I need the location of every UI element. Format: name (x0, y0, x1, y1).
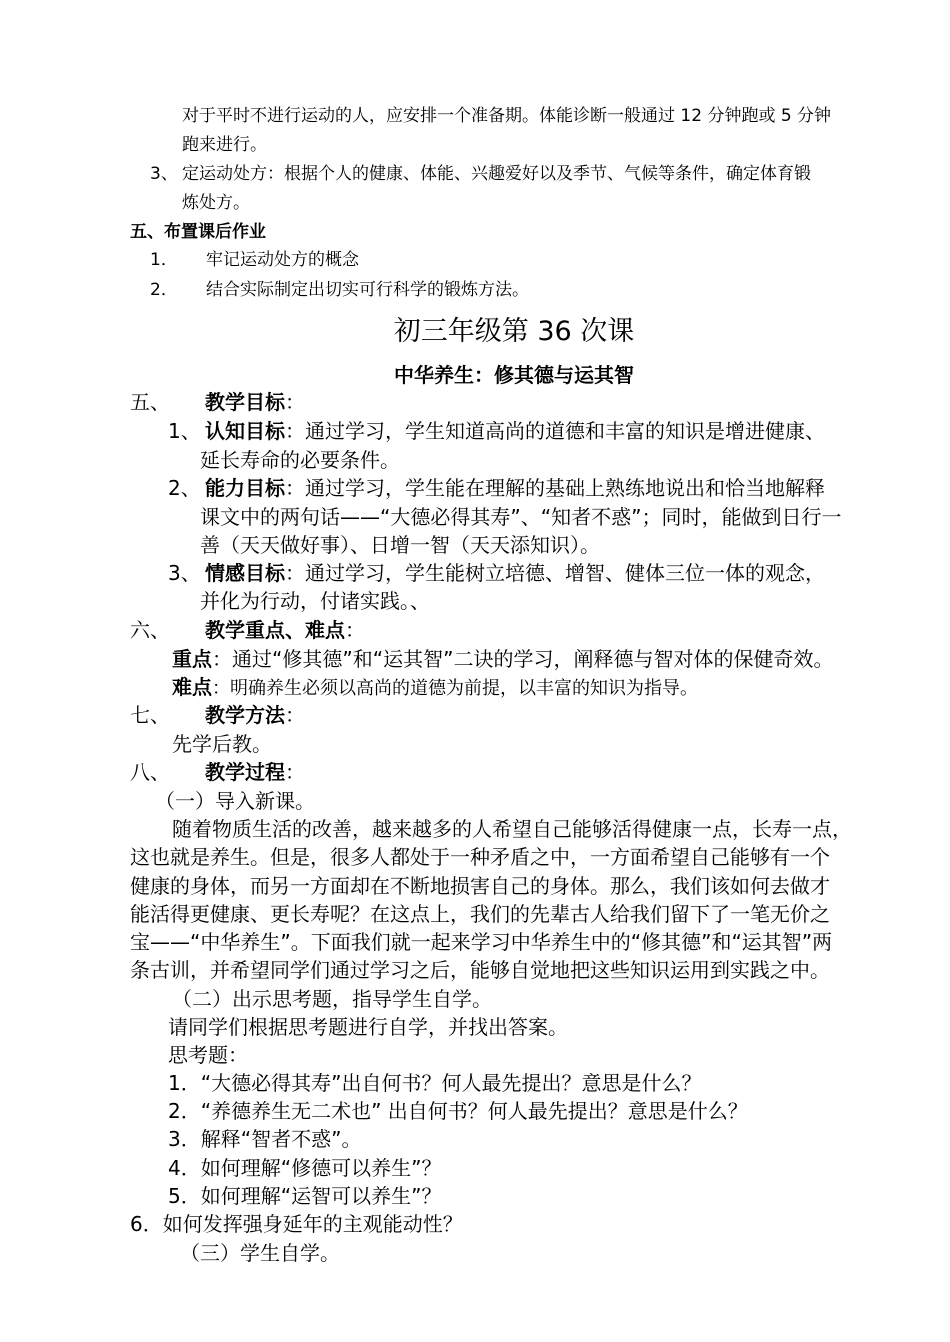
text-line: 定运动处方：根据个人的健康、体能、兴趣爱好以及季节、气候等条件，确定体育锻 (182, 164, 811, 184)
question-item: 6．如何发挥强身延年的主观能动性？ (130, 1212, 463, 1236)
section-heading: 教学目标： (205, 390, 305, 414)
question-item: 4．如何理解“修德可以养生”？ (168, 1156, 442, 1180)
question-item: 3．解释“智者不惑”。 (168, 1127, 362, 1151)
text-line: 先学后教。 (172, 732, 272, 756)
page-subtitle: 中华养生：修其德与运其智 (394, 363, 634, 387)
list-number: 3、 (168, 561, 201, 585)
question-item: 5．如何理解“运智可以养生”？ (168, 1184, 442, 1208)
step-heading: （二）出示思考题，指导学生自学。 (172, 987, 492, 1011)
goal-item: 认知目标：通过学习，学生知道高尚的道德和丰富的知识是增进健康、 (205, 419, 825, 443)
section-heading: 教学过程： (205, 760, 305, 784)
text-line: 善（天天做好事）、日增一智（天天添知识）。 (200, 533, 600, 557)
list-number: 1． (150, 250, 178, 270)
question-item: 2．“养德养生无二术也” 出自何书？何人最先提出？意思是什么？ (168, 1099, 748, 1123)
paragraph-line: 这也就是养生。但是，很多人都处于一种矛盾之中，一方面希望自己能够有一个 (130, 845, 830, 869)
section-number: 五、 (130, 390, 170, 414)
section-number: 六、 (130, 618, 170, 642)
text-line: 并化为行动，付诸实践。、 (200, 589, 430, 613)
list-item: 牢记运动处方的概念 (206, 250, 359, 270)
text-line: 请同学们根据思考题进行自学，并找出答案。 (168, 1015, 568, 1039)
list-item: 结合实际制定出切实可行科学的锻炼方法。 (206, 280, 529, 300)
step-heading: （三）学生自学。 (180, 1241, 340, 1265)
text-line: 思考题： (168, 1043, 248, 1067)
paragraph-line: 健康的身体，而另一方面却在不断地损害自己的身体。那么，我们该如何去做才 (130, 874, 830, 898)
text-line: 跑来进行。 (182, 135, 267, 155)
paragraph-line: 条古训，并希望同学们通过学习之后，能够自觉地把这些知识运用到实践之中。 (130, 958, 830, 982)
section-number: 八、 (130, 760, 170, 784)
text-line: 延长寿命的必要条件。 (200, 448, 400, 472)
paragraph-line: 宝——“中华养生”。下面我们就一起来学习中华养生中的“修其德”和“运其智”两 (130, 930, 833, 954)
section-heading: 教学重点、难点： (205, 618, 365, 642)
focus-line: 重点：通过“修其德”和“运其智”二诀的学习，阐释德与智对体的保健奇效。 (172, 647, 834, 671)
goal-item: 能力目标：通过学习，学生能在理解的基础上熟练地说出和恰当地解释 (205, 476, 825, 500)
text-line: 炼处方。 (182, 193, 250, 213)
section-heading: 教学方法： (205, 703, 305, 727)
list-number: 2、 (168, 476, 201, 500)
paragraph-line: 能活得更健康、更长寿呢？在这点上，我们的先辈古人给我们留下了一笔无价之 (130, 902, 830, 926)
list-number: 1、 (168, 419, 201, 443)
step-heading: （一）导入新课。 (155, 789, 315, 813)
list-number: 3、 (150, 164, 178, 184)
question-item: 1．“大德必得其寿”出自何书？何人最先提出？意思是什么？ (168, 1071, 702, 1095)
section-number: 七、 (130, 703, 170, 727)
page-title: 初三年级第 36 次课 (393, 316, 635, 347)
paragraph-line: 随着物质生活的改善，越来越多的人希望自己能够活得健康一点，长寿一点， (172, 817, 852, 841)
section-heading: 五、布置课后作业 (130, 222, 266, 242)
text-line: 对于平时不进行运动的人，应安排一个准备期。体能诊断一般通过 12 分钟跑或 5 分钟 (182, 106, 832, 126)
list-number: 2． (150, 280, 178, 300)
difficulty-line: 难点：明确养生必须以高尚的道德为前提，以丰富的知识为指导。 (172, 675, 698, 699)
text-line: 课文中的两句话——“大德必得其寿”、“知者不惑”；同时，能做到日行一 (200, 505, 842, 529)
goal-item: 情感目标：通过学习，学生能树立培德、增智、健体三位一体的观念， (205, 561, 825, 585)
